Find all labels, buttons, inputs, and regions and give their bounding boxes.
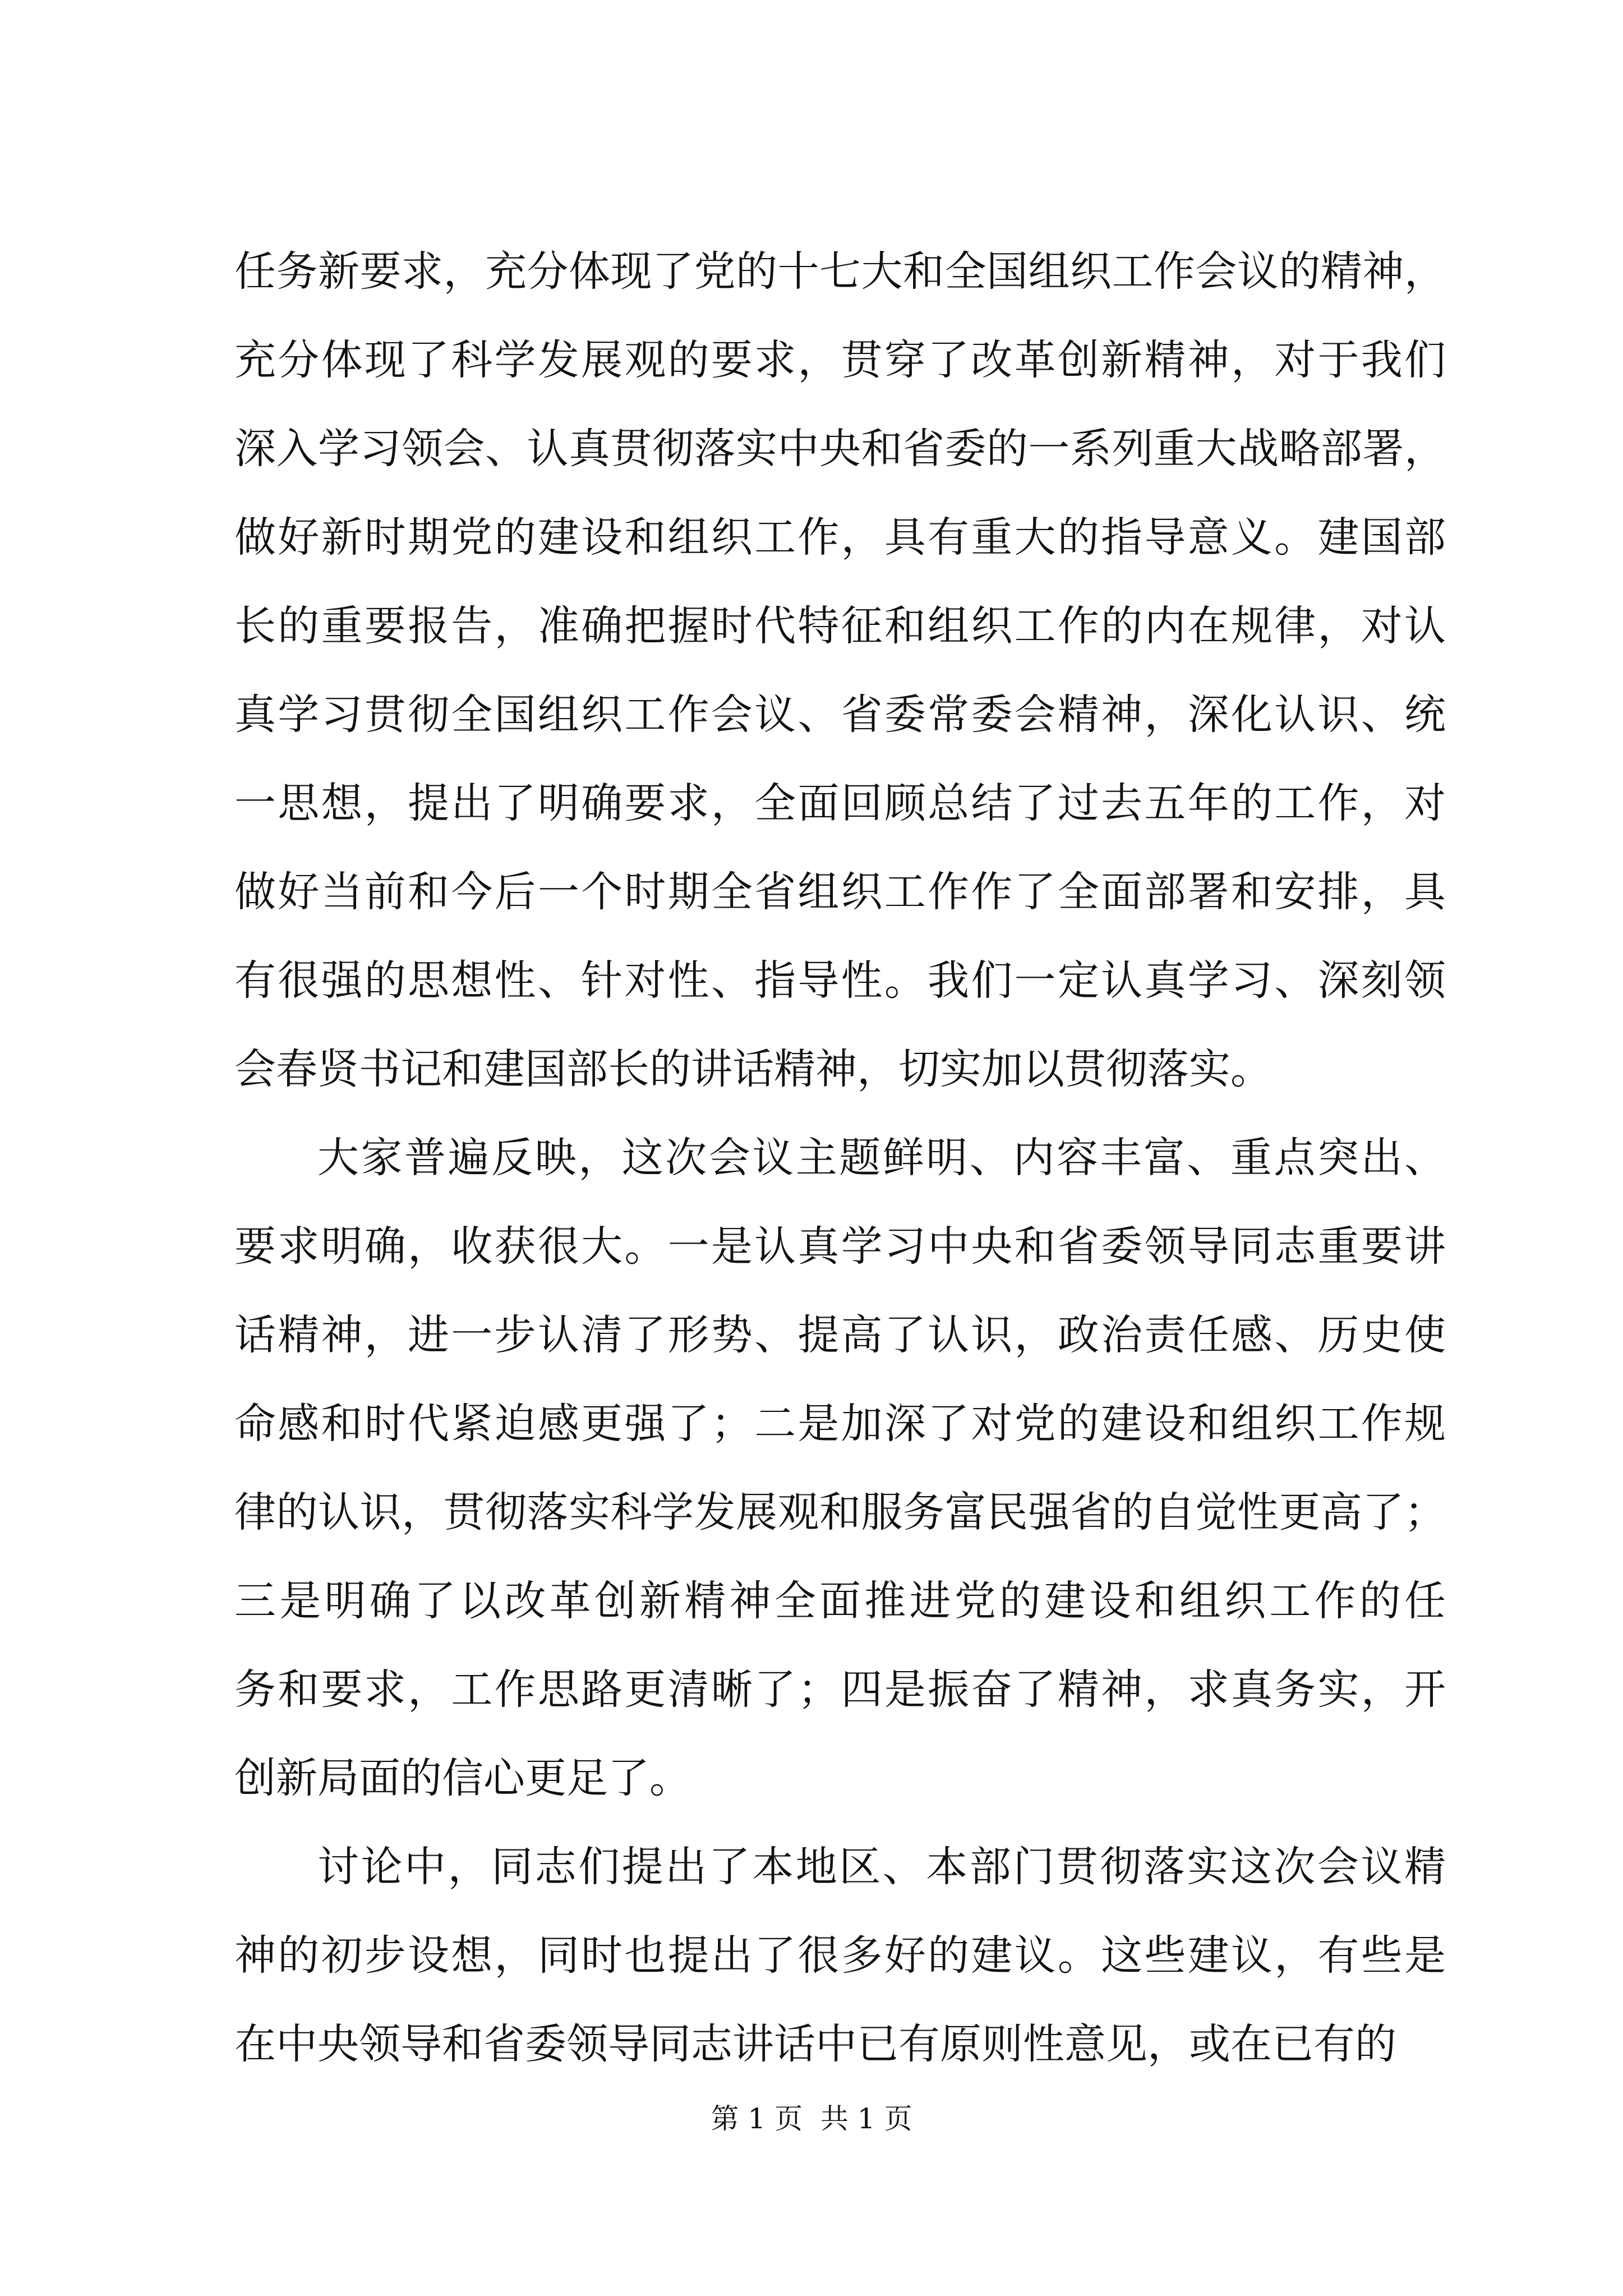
text-line: 一思想，提出了明确要求，全面回顾总结了过去五年的工作，对 — [234, 779, 1446, 827]
text-line: 律的认识，贯彻落实科学发展观和服务富民强省的自觉性更高了； — [234, 1488, 1446, 1536]
text-line: 有很强的思想性、针对性、指导性。我们一定认真学习、深刻领 — [234, 956, 1446, 1005]
text-line: 长的重要报告，准确把握时代特征和组织工作的内在规律，对认 — [234, 602, 1446, 650]
text-line: 要求明确，收获很大。一是认真学习中央和省委领导同志重要讲 — [234, 1222, 1446, 1271]
text-line: 任务新要求，充分体现了党的十七大和全国组织工作会议的精神， — [234, 247, 1446, 296]
text-line: 话精神，进一步认清了形势、提高了认识，政治责任感、历史使 — [234, 1311, 1446, 1359]
text-line: 大家普遍反映，这次会议主题鲜明、内容丰富、重点突出、 — [317, 1134, 1446, 1182]
text-line: 务和要求，工作思路更清晰了；四是振奋了精神，求真务实，开 — [234, 1665, 1446, 1714]
text-line: 充分体现了科学发展观的要求，贯穿了改革创新精神，对于我们 — [234, 336, 1446, 384]
text-line: 神的初步设想，同时也提出了很多好的建议。这些建议，有些是 — [234, 1931, 1446, 1980]
paragraph — [234, 1823, 1446, 2088]
text-line: 三是明确了以改革创新精神全面推进党的建设和组织工作的任 — [234, 1577, 1446, 1625]
text-line: 创新局面的信心更足了。 — [234, 1754, 691, 1802]
text-line: 深入学习领会、认真贯彻落实中央和省委的一系列重大战略部署， — [234, 425, 1446, 473]
paragraph — [234, 1114, 1446, 1823]
text-line: 讨论中，同志们提出了本地区、本部门贯彻落实这次会议精 — [317, 1843, 1446, 1891]
text-line: 真学习贯彻全国组织工作会议、省委常委会精神，深化认识、统 — [234, 691, 1446, 739]
text-line: 命感和时代紧迫感更强了；二是加深了对党的建设和组织工作规 — [234, 1400, 1446, 1448]
page-footer — [0, 2099, 1623, 2138]
page-number-label: 第 1 页 共 1 页 — [711, 2102, 912, 2135]
text-line: 做好新时期党的建设和组织工作，具有重大的指导意义。建国部 — [234, 513, 1446, 562]
paragraph — [234, 227, 1446, 1114]
document-body — [234, 227, 1446, 2088]
text-line: 会春贤书记和建国部长的讲话精神，切实加以贯彻落实。 — [234, 1045, 1272, 1093]
text-line: 做好当前和今后一个时期全省组织工作作了全面部署和安排，具 — [234, 868, 1446, 916]
text-line: 在中央领导和省委领导同志讲话中已有原则性意见，或在已有的 — [234, 2020, 1396, 2068]
